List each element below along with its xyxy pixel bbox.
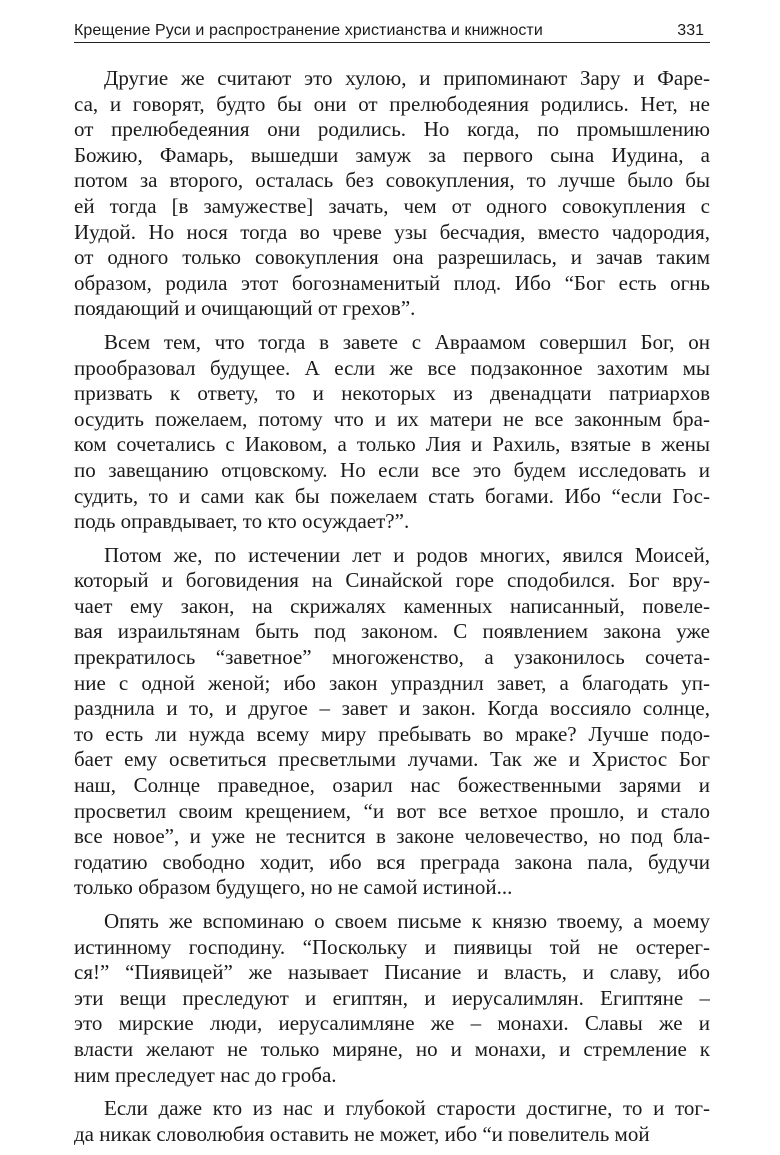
running-head <box>74 20 710 43</box>
text-line: который и боговидения на Синайской горе сподобился. Бог вру- <box>74 568 710 593</box>
paragraph <box>74 543 710 901</box>
text-line: прообразовал будущее. А если же все подзаконное захотим мы <box>74 355 710 380</box>
text-line: все новое”, и уже не теснится в законе человечество, но под бла- <box>74 824 710 849</box>
paragraph <box>74 909 710 1088</box>
text-line: власти желают не только миряне, но и монахи, и стремление к <box>74 1036 710 1061</box>
text-line: только образом будущего, но не самой истиной... <box>74 875 513 900</box>
text-line: прекратилось “заветное” многоженство, а узаконилось сочета- <box>74 645 710 670</box>
text-line: наш, Солнце праведное, озарил нас божественными зарями и <box>74 773 710 798</box>
text-line: истинному господину. “Поскольку и пиявицы той не остерег- <box>74 934 710 959</box>
text-line: образом, родила этот богознаменитый плод. Ибо “Бог есть огнь <box>74 270 710 295</box>
running-title: Крещение Руси и распространение христианства и книжности <box>74 22 543 39</box>
text-line: ей тогда [в замужестве] зачать, чем от одного совокупления с <box>74 193 710 218</box>
text-line: Потом же, по истечении лет и родов многих, явился Моисей, <box>104 542 710 567</box>
text-line: это мирские люди, иерусалимляне же – монахи. Славы же и <box>74 1011 710 1036</box>
text-line: Иудой. Но нося тогда во чреве узы бесчадия, вместо чадородия, <box>74 219 710 244</box>
text-line: ком сочетались с Иаковом, а только Лия и Рахиль, взятые в жены <box>74 432 710 457</box>
text-line: то есть ли нужда всему миру пребывать во мраке? Лучше подо- <box>74 721 710 746</box>
text-line: да никак словолюбия оставить не может, ибо “и повелитель мой <box>74 1121 650 1146</box>
text-line: по завещанию отцовскому. Но если все это будем исследовать и <box>74 457 710 482</box>
paragraph <box>74 330 710 535</box>
text-line: вая израильтянам быть под законом. С появлением закона уже <box>74 619 710 644</box>
text-line: просветил своим крещением, “и вот все ветхое прошло, и стало <box>74 798 710 823</box>
paragraph <box>74 66 710 322</box>
text-line: призвать к ответу, то и некоторых из двенадцати патриархов <box>74 381 710 406</box>
text-line: эти вещи преследуют и египтян, и иерусалимлян. Египтяне – <box>74 985 710 1010</box>
text-line: Другие же считают это хулою, и припоминают Зару и Фаре- <box>104 66 710 90</box>
text-line: Если даже кто из нас и глубокой старости достигне, то и тог- <box>104 1096 710 1121</box>
text-line: судить, то и сами как бы пожелаем стать богами. Ибо “если Гос- <box>74 483 710 508</box>
text-line: потом за второго, осталась без совокупления, то лучше было бы <box>74 168 710 193</box>
text-line: годатию свободно ходит, ибо вся преграда закона пала, будучи <box>74 849 710 874</box>
text-line: подь оправдывает, то кто осуждает?”. <box>74 509 410 534</box>
text-line: поядающий и очищающий от грехов”. <box>74 296 416 321</box>
page-number: 331 <box>677 22 704 39</box>
text-line: са, и говорят, будто бы они от прелюбодеяния родились. Нет, не <box>74 91 710 116</box>
text-line: Опять же вспоминаю о своем письме к князю твоему, а моему <box>104 909 710 933</box>
text-line: Всем тем, что тогда в завете с Авраамом совершил Бог, он <box>104 329 710 354</box>
text-line: от прелюбедеяния они родились. Но когда, по промышлению <box>74 117 710 142</box>
text-line: ся!” “Пиявицей” же называет Писание и власть, и славу, ибо <box>74 960 710 985</box>
text-line: ние с одной женой; ибо закон упразднил завет, а благодать уп- <box>74 670 710 695</box>
text-line: Божию, Фамарь, вышедши замуж за первого сына Иудина, а <box>74 142 710 167</box>
text-line: осудить пожелаем, потому что и их матери не все законным бра- <box>74 406 710 431</box>
body-text <box>74 66 710 1155</box>
text-line: от одного только совокупления она разрешилась, и зачав таким <box>74 245 710 270</box>
text-line: ним преследует нас до гроба. <box>74 1062 337 1087</box>
text-line: бает ему осветиться пресветлыми лучами. Так же и Христос Бог <box>74 747 710 772</box>
text-line: разднила и то, и другое – завет и закон. Когда воссияло солнце, <box>74 696 710 721</box>
paragraph <box>74 1096 710 1147</box>
text-line: чает ему закон, на скрижалях каменных написанный, повеле- <box>74 593 710 618</box>
